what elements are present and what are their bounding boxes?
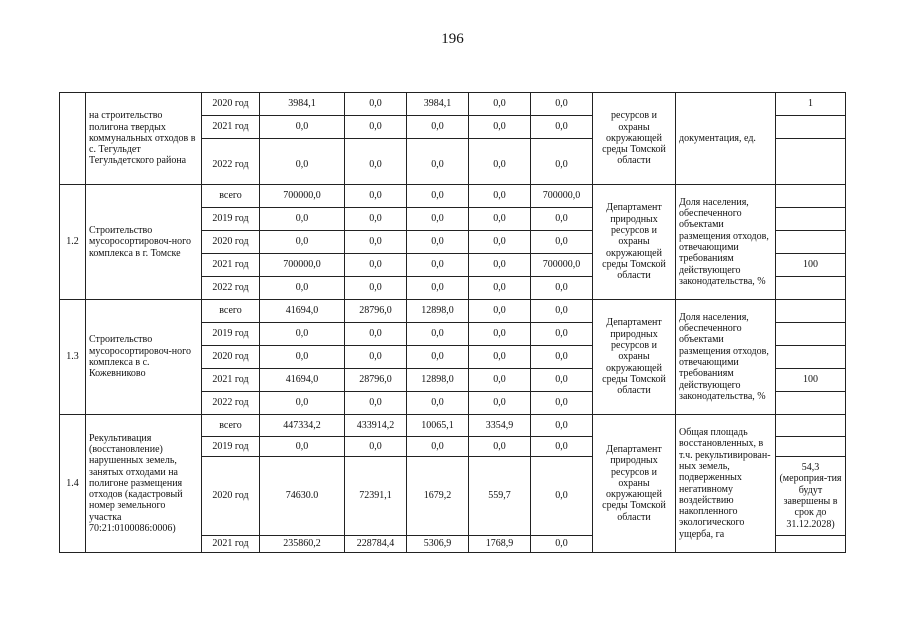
year-cell: 2021 год	[202, 369, 260, 392]
year-cell: 2020 год	[202, 457, 260, 536]
table-row	[60, 300, 846, 323]
indicator-value-empty	[776, 116, 846, 139]
indicator-value-empty	[776, 208, 846, 231]
indicator-value: 100	[776, 369, 846, 392]
amount-federal: 0,0	[345, 346, 407, 369]
indicator-value-empty	[776, 536, 846, 553]
activity-name: на строительство полигона твердых коммунальных отходов в с. Тегульдет Тегульдетского района	[86, 93, 202, 185]
amount-total: 0,0	[260, 231, 345, 254]
amount-regional: 0,0	[407, 231, 469, 254]
amount-regional: 0,0	[407, 392, 469, 415]
amount-total: 0,0	[260, 323, 345, 346]
amount-other: 0,0	[531, 369, 593, 392]
indicator-value-empty	[776, 323, 846, 346]
row-number: 1.4	[60, 415, 86, 553]
amount-federal: 0,0	[345, 208, 407, 231]
amount-regional: 12898,0	[407, 369, 469, 392]
amount-total: 0,0	[260, 116, 345, 139]
amount-local: 0,0	[469, 185, 531, 208]
amount-other: 0,0	[531, 457, 593, 536]
amount-federal: 72391,1	[345, 457, 407, 536]
indicator-value-empty	[776, 300, 846, 323]
amount-other: 0,0	[531, 231, 593, 254]
amount-total: 700000,0	[260, 185, 345, 208]
indicator-value: 54,3 (мероприя-тия будут завершены в срок до 31.12.2028)	[776, 457, 846, 536]
amount-total: 0,0	[260, 139, 345, 185]
amount-total: 235860,2	[260, 536, 345, 553]
amount-total: 0,0	[260, 392, 345, 415]
amount-regional: 0,0	[407, 437, 469, 457]
table-row	[60, 93, 846, 116]
indicator-value-empty	[776, 277, 846, 300]
amount-regional: 0,0	[407, 139, 469, 185]
amount-federal: 0,0	[345, 437, 407, 457]
year-cell: 2021 год	[202, 116, 260, 139]
page-number: 196	[441, 31, 464, 47]
amount-local: 0,0	[469, 300, 531, 323]
amount-total: 41694,0	[260, 369, 345, 392]
amount-federal: 0,0	[345, 139, 407, 185]
amount-total: 0,0	[260, 346, 345, 369]
amount-federal: 0,0	[345, 392, 407, 415]
table-row	[60, 415, 846, 437]
amount-regional: 10065,1	[407, 415, 469, 437]
year-cell: 2019 год	[202, 208, 260, 231]
program-table	[59, 92, 846, 553]
indicator-value-empty	[776, 231, 846, 254]
amount-total: 0,0	[260, 208, 345, 231]
amount-regional: 0,0	[407, 346, 469, 369]
indicator-value-empty	[776, 415, 846, 437]
amount-federal: 28796,0	[345, 369, 407, 392]
year-cell: 2022 год	[202, 139, 260, 185]
responsible-dept: Департамент природных ресурсов и охраны окружающей среды Томской области	[593, 415, 676, 553]
year-cell: 2022 год	[202, 277, 260, 300]
amount-other: 0,0	[531, 93, 593, 116]
amount-federal: 228784,4	[345, 536, 407, 553]
amount-federal: 0,0	[345, 116, 407, 139]
indicator-name: Доля населения, обеспеченного объектами размещения отходов, отвечающими требованиям действующего законодательства, %	[676, 185, 776, 300]
indicator-value-empty	[776, 139, 846, 185]
amount-total: 41694,0	[260, 300, 345, 323]
row-number-cell	[60, 93, 86, 185]
year-cell: всего	[202, 300, 260, 323]
amount-local: 0,0	[469, 437, 531, 457]
amount-other: 0,0	[531, 208, 593, 231]
amount-other: 700000,0	[531, 254, 593, 277]
amount-local: 0,0	[469, 208, 531, 231]
amount-federal: 433914,2	[345, 415, 407, 437]
amount-total: 700000,0	[260, 254, 345, 277]
amount-total: 0,0	[260, 437, 345, 457]
amount-other: 0,0	[531, 437, 593, 457]
amount-total: 74630.0	[260, 457, 345, 536]
amount-local: 0,0	[469, 116, 531, 139]
amount-federal: 0,0	[345, 323, 407, 346]
amount-other: 0,0	[531, 323, 593, 346]
indicator-value: 100	[776, 254, 846, 277]
year-cell: всего	[202, 185, 260, 208]
amount-local: 3354,9	[469, 415, 531, 437]
year-cell: 2020 год	[202, 231, 260, 254]
amount-federal: 0,0	[345, 93, 407, 116]
amount-regional: 0,0	[407, 277, 469, 300]
amount-regional: 1679,2	[407, 457, 469, 536]
activity-name: Рекультивация (восстановление) нарушенных земель, занятых отходами на полигоне размещения отходов (кадастровый номер земельного участка 70:21:0100086:0006)	[86, 415, 202, 553]
amount-regional: 0,0	[407, 116, 469, 139]
amount-local: 0,0	[469, 346, 531, 369]
amount-regional: 0,0	[407, 208, 469, 231]
indicator-value-empty	[776, 185, 846, 208]
table-row	[60, 185, 846, 208]
amount-local: 0,0	[469, 93, 531, 116]
row-number: 1.3	[60, 300, 86, 415]
amount-regional: 0,0	[407, 254, 469, 277]
amount-other: 0,0	[531, 536, 593, 553]
amount-federal: 0,0	[345, 231, 407, 254]
indicator-name: Общая площадь восстановленных, в т.ч. рекультивирован-ных земель, подверженных негативному воздействию накопленного экологического ущерба, га	[676, 415, 776, 553]
amount-total: 0,0	[260, 277, 345, 300]
amount-other: 0,0	[531, 415, 593, 437]
indicator-value: 1	[776, 93, 846, 116]
year-cell: 2020 год	[202, 346, 260, 369]
amount-other: 0,0	[531, 277, 593, 300]
amount-federal: 0,0	[345, 277, 407, 300]
year-cell: всего	[202, 415, 260, 437]
year-cell: 2019 год	[202, 437, 260, 457]
responsible-dept: Департамент природных ресурсов и охраны окружающей среды Томской области	[593, 185, 676, 300]
amount-regional: 3984,1	[407, 93, 469, 116]
amount-local: 0,0	[469, 254, 531, 277]
amount-other: 0,0	[531, 392, 593, 415]
amount-local: 0,0	[469, 369, 531, 392]
activity-name: Строительство мусоросортировоч-ного комплекса в с. Кожевниково	[86, 300, 202, 415]
indicator-name: документация, ед.	[676, 93, 776, 185]
indicator-value-empty	[776, 392, 846, 415]
amount-regional: 12898,0	[407, 300, 469, 323]
indicator-value-empty	[776, 437, 846, 457]
amount-regional: 5306,9	[407, 536, 469, 553]
year-cell: 2019 год	[202, 323, 260, 346]
amount-total: 3984,1	[260, 93, 345, 116]
year-cell: 2022 год	[202, 392, 260, 415]
activity-name: Строительство мусоросортировоч-ного комплекса в г. Томске	[86, 185, 202, 300]
amount-local: 0,0	[469, 231, 531, 254]
amount-local: 1768,9	[469, 536, 531, 553]
responsible-dept: Департамент природных ресурсов и охраны окружающей среды Томской области	[593, 300, 676, 415]
amount-other: 0,0	[531, 116, 593, 139]
amount-federal: 28796,0	[345, 300, 407, 323]
amount-federal: 0,0	[345, 185, 407, 208]
amount-other: 0,0	[531, 300, 593, 323]
year-cell: 2021 год	[202, 536, 260, 553]
responsible-dept: ресурсов и охраны окружающей среды Томской области	[593, 93, 676, 185]
amount-regional: 0,0	[407, 323, 469, 346]
year-cell: 2021 год	[202, 254, 260, 277]
amount-local: 559,7	[469, 457, 531, 536]
indicator-name: Доля населения, обеспеченного объектами размещения отходов, отвечающими требованиям действующего законодательства, %	[676, 300, 776, 415]
indicator-value-empty	[776, 346, 846, 369]
amount-other: 700000,0	[531, 185, 593, 208]
amount-federal: 0,0	[345, 254, 407, 277]
amount-total: 447334,2	[260, 415, 345, 437]
amount-other: 0,0	[531, 139, 593, 185]
row-number: 1.2	[60, 185, 86, 300]
amount-local: 0,0	[469, 139, 531, 185]
year-cell: 2020 год	[202, 93, 260, 116]
amount-local: 0,0	[469, 323, 531, 346]
amount-regional: 0,0	[407, 185, 469, 208]
amount-local: 0,0	[469, 277, 531, 300]
amount-local: 0,0	[469, 392, 531, 415]
amount-other: 0,0	[531, 346, 593, 369]
